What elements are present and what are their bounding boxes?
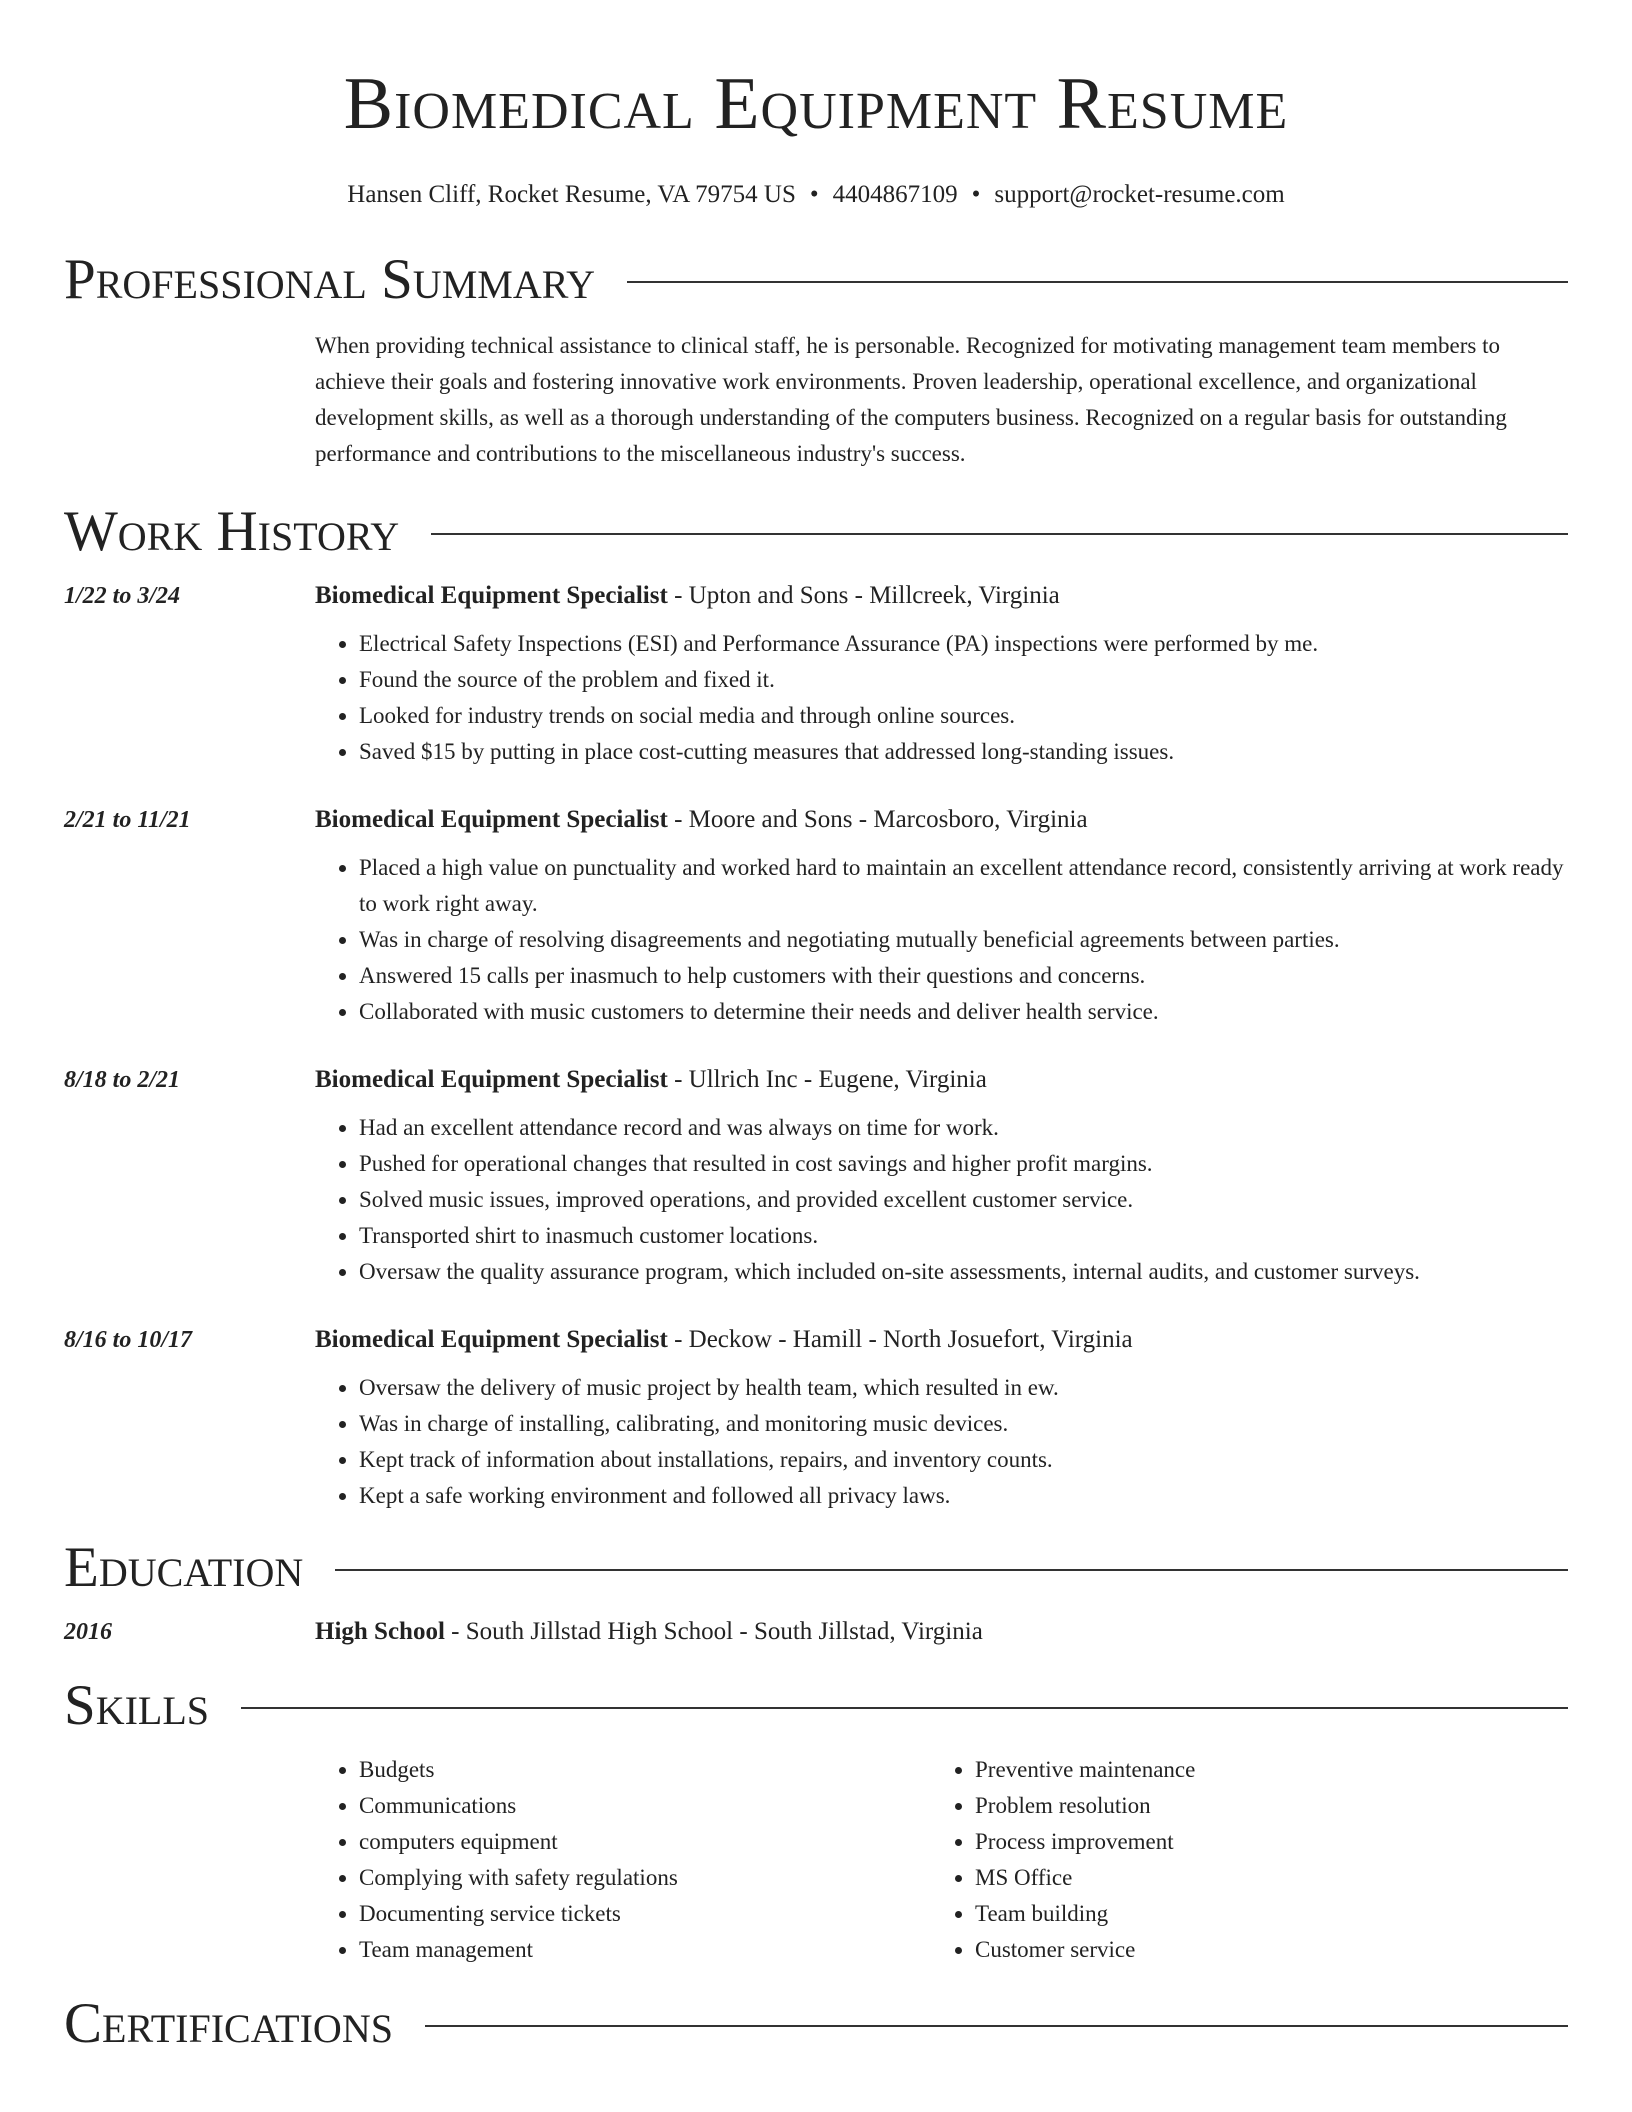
list-item: • Looked for industry trends on social media and through online sources. [359,698,1568,734]
list-item: • Was in charge of installing, calibrating, and monitoring music devices. [359,1406,1568,1442]
section-work-history [64,500,1568,564]
section-divider [431,533,1568,535]
job-title-line [315,1322,1568,1358]
resume-title: Biomedical Equipment Resume [343,63,1289,145]
job-details: - Upton and Sons - Millcreek, Virginia [667,582,1060,609]
job-details: - Ullrich Inc - Eugene, Virginia [667,1066,987,1093]
job-bullets [315,1110,1568,1290]
job-title-line [315,578,1568,614]
list-item: • Collaborated with music customers to determine their needs and deliver health service. [359,994,1568,1030]
list-item: • Had an excellent attendance record and was always on time for work. [359,1110,1568,1146]
job-title-line [315,802,1568,838]
contact-separator: • [809,181,819,208]
list-item: • Communications [359,1788,931,1824]
list-item: • Customer service [975,1932,1195,1968]
list-item: • Oversaw the delivery of music project by health team, which resulted in ew. [359,1370,1568,1406]
summary-text: When providing technical assistance to clinical staff, he is personable. Recognized for motivating management team members to achieve their goals and fostering innovative work environments. Proven leadership, operational excellence, and organizational development skills, as well as a thorough understanding of the computers business. Recognized on a regular basis for outstanding performance and contributions to the miscellaneous industry's success. [315,333,1507,466]
section-heading: Skills [64,1674,210,1737]
education-year: 2016 [64,1619,112,1645]
job-bullets [315,626,1568,770]
section-divider [627,281,1568,283]
job-body [315,802,1568,1030]
list-item: • Placed a high value on punctuality and worked hard to maintain an excellent attendance record, consistently arriving at work ready to work right away. [359,850,1568,922]
section-professional-summary [64,248,1568,312]
skills-list-right [931,1752,1195,1968]
list-item: • Budgets [359,1752,931,1788]
job-body [315,1322,1568,1514]
list-item: • Transported shirt to inasmuch customer locations. [359,1218,1568,1254]
list-item: • Documenting service tickets [359,1896,931,1932]
list-item: • MS Office [975,1860,1195,1896]
list-item: • computers equipment [359,1824,931,1860]
job-title-line [315,1062,1568,1098]
job-role: Biomedical Equipment Specialist [315,1326,668,1353]
list-item: • Was in charge of resolving disagreements and negotiating mutually beneficial agreements between parties. [359,922,1568,958]
section-divider [425,2025,1568,2027]
list-item: • Preventive maintenance [975,1752,1195,1788]
education-details: - South Jillstad High School - South Jillstad, Virginia [444,1618,983,1645]
job-role: Biomedical Equipment Specialist [315,806,668,833]
list-item: • Kept a safe working environment and followed all privacy laws. [359,1478,1568,1514]
job-role: Biomedical Equipment Specialist [315,582,668,609]
job-body [315,1062,1568,1290]
job-dates: 1/22 to 3/24 [64,583,181,609]
job-bullets [315,850,1568,1030]
job-dates: 8/18 to 2/21 [64,1067,181,1093]
job-role: Biomedical Equipment Specialist [315,1066,668,1093]
section-divider [335,1569,1568,1571]
job-details: - Moore and Sons - Marcosboro, Virginia [667,806,1088,833]
job-bullets [315,1370,1568,1514]
skills-columns [315,1752,1568,1968]
contact-email: support@rocket-resume.com [994,181,1285,208]
list-item: • Oversaw the quality assurance program, which included on-site assessments, internal audits, and customer surveys. [359,1254,1568,1290]
section-heading: Work History [64,500,400,563]
job-dates: 2/21 to 11/21 [64,807,191,833]
job-entry [64,1062,1568,1290]
job-entry [64,578,1568,770]
list-item: • Team building [975,1896,1195,1932]
education-degree: High School [315,1618,445,1645]
job-entry [64,802,1568,1030]
list-item: • Solved music issues, improved operations, and provided excellent customer service. [359,1182,1568,1218]
list-item: • Process improvement [975,1824,1195,1860]
list-item: • Answered 15 calls per inasmuch to help customers with their questions and concerns. [359,958,1568,994]
section-skills [64,1674,1568,1738]
list-item: • Saved $15 by putting in place cost-cutting measures that addressed long-standing issues. [359,734,1568,770]
job-entry [64,1322,1568,1514]
skills-list-left [315,1752,931,1968]
section-heading: Professional Summary [64,248,596,311]
section-heading: Certifications [64,1992,393,2055]
list-item: • Problem resolution [975,1788,1195,1824]
contact-phone: 4404867109 [832,181,958,208]
section-heading: Education [64,1536,304,1599]
section-education [64,1536,1568,1600]
education-line [315,1614,983,1650]
section-certifications [64,1992,1568,2056]
contact-line [64,180,1568,210]
education-entry [64,1614,1568,1650]
list-item: • Team management [359,1932,931,1968]
job-details: - Deckow - Hamill - North Josuefort, Virginia [667,1326,1133,1353]
contact-separator: • [971,181,981,208]
job-dates: 8/16 to 10/17 [64,1327,193,1353]
section-divider [241,1707,1568,1709]
list-item: • Kept track of information about installations, repairs, and inventory counts. [359,1442,1568,1478]
list-item: • Pushed for operational changes that resulted in cost savings and higher profit margins. [359,1146,1568,1182]
list-item: • Electrical Safety Inspections (ESI) and Performance Assurance (PA) inspections were performed by me. [359,626,1568,662]
resume-page [64,0,1568,2056]
contact-address: Hansen Cliff, Rocket Resume, VA 79754 US [347,181,796,208]
job-body [315,578,1568,770]
list-item: • Found the source of the problem and fixed it. [359,662,1568,698]
list-item: • Complying with safety regulations [359,1860,931,1896]
